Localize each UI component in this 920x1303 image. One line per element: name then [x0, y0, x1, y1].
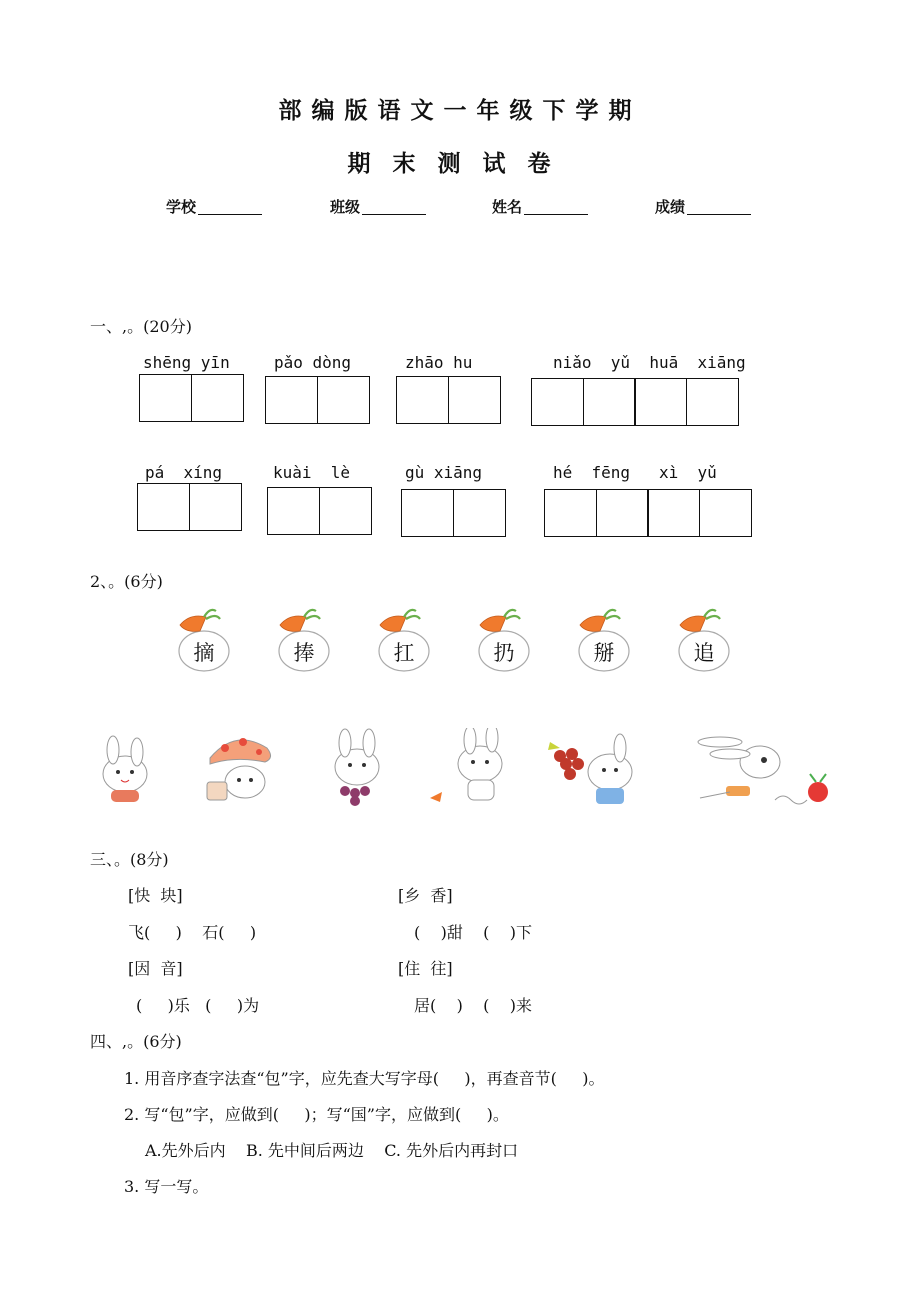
- bunny-icon: [698, 737, 828, 804]
- question-2[interactable]: 2. 写“包”字，应做到( )；写“国”字，应做到( )。: [124, 1105, 509, 1124]
- bag-character: 捧: [293, 641, 315, 665]
- fill-blank-line[interactable]: 飞( ) 石( ): [128, 923, 257, 942]
- char-bag: [276, 607, 332, 677]
- bunny-icon: [430, 728, 502, 802]
- bunny-icon: [207, 738, 271, 800]
- word-pair: [因 音]: [128, 959, 183, 978]
- writing-boxes: [267, 487, 370, 535]
- bunny-icon: [335, 729, 379, 806]
- writing-boxes: [396, 376, 499, 424]
- bunny-icon: [103, 736, 147, 802]
- writing-boxes: [265, 376, 368, 424]
- bunny-illustrations: [90, 728, 850, 810]
- pinyin-label: zhāo hu: [405, 353, 473, 372]
- writing-boxes: [139, 374, 242, 422]
- section2-heading: 2、。(6分): [90, 572, 163, 591]
- fill-blank-line[interactable]: ( )乐 ( )为: [136, 996, 260, 1015]
- writing-boxes: [401, 489, 504, 537]
- section1-heading: 一、,。(20分): [90, 317, 192, 336]
- bag-character: 追: [693, 641, 715, 665]
- pinyin-label: kuài lè: [273, 463, 351, 482]
- bunny-icon: [548, 734, 632, 804]
- page-subtitle: 期末测试卷: [347, 151, 573, 177]
- answer-options: A.先外后内 B. 先中间后两边 C. 先外后内再封口: [145, 1141, 519, 1160]
- fill-blank-line[interactable]: ( )甜 ( )下: [414, 923, 533, 942]
- fill-blank-line[interactable]: 居( ) ( )来: [414, 996, 533, 1015]
- class-field: 班级: [330, 196, 426, 217]
- school-field: 学校: [166, 196, 262, 217]
- question-3: 3. 写一写。: [124, 1177, 209, 1196]
- section4-heading: 四、,。(6分): [90, 1032, 182, 1051]
- question-1[interactable]: 1. 用音序查字法查“包”字，应先查大写字母( )，再查音节( )。: [124, 1069, 605, 1088]
- bag-character: 扛: [393, 641, 415, 665]
- bag-character: 扔: [493, 641, 515, 665]
- bag-character: 掰: [593, 641, 615, 665]
- section3-heading: 三、。(8分): [90, 850, 169, 869]
- word-pair: [乡 香]: [398, 886, 453, 905]
- score-field: 成绩: [655, 196, 751, 217]
- char-bag: [676, 607, 732, 677]
- char-bag: [576, 607, 632, 677]
- char-bag: [376, 607, 432, 677]
- pinyin-label: pǎo dòng: [274, 353, 352, 372]
- name-field: 姓名: [492, 196, 588, 217]
- writing-boxes: [531, 378, 738, 426]
- pinyin-label: hé fēng xì yǔ: [553, 463, 717, 482]
- word-pair: [快 块]: [128, 886, 183, 905]
- pinyin-label: pá xíng: [145, 463, 223, 482]
- char-bag: [176, 607, 232, 677]
- char-bag: [476, 607, 532, 677]
- word-pair: [住 往]: [398, 959, 453, 978]
- writing-boxes: [137, 483, 240, 531]
- pinyin-label: shēng yīn: [143, 353, 230, 372]
- page-title: 部编版语文一年级下学期: [278, 98, 642, 124]
- pinyin-label: niǎo yǔ huā xiāng: [553, 353, 746, 372]
- pinyin-label: gù xiāng: [405, 463, 483, 482]
- writing-boxes: [544, 489, 751, 537]
- bag-character: 摘: [193, 641, 215, 665]
